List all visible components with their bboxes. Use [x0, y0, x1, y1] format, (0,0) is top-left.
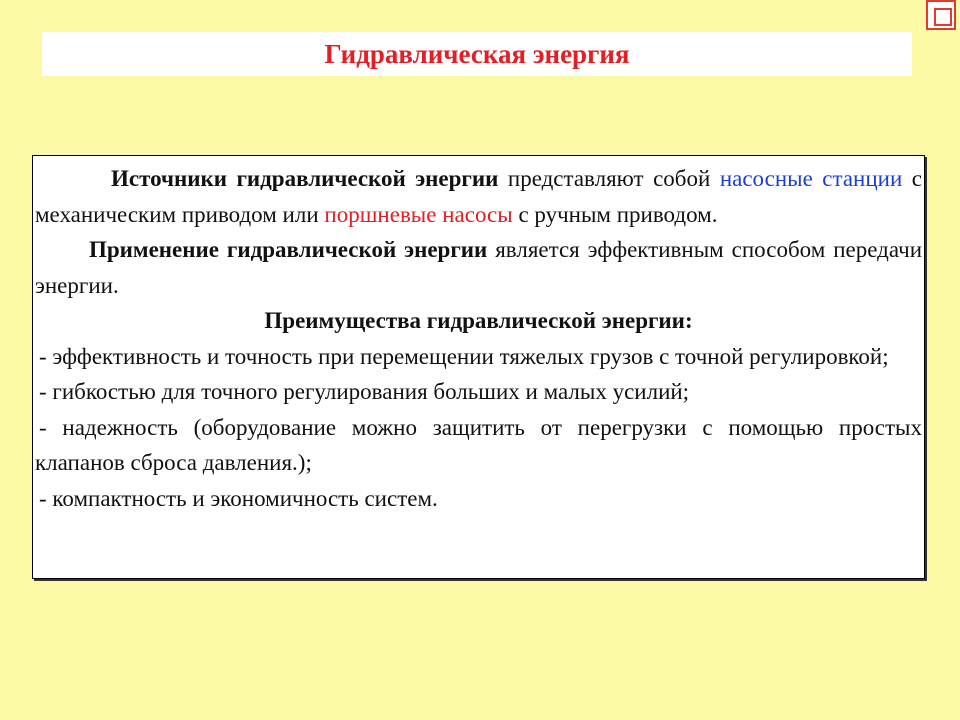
- sources-text-3: с ручным приводом.: [512, 201, 718, 227]
- corner-box-inner: [934, 8, 952, 26]
- advantage-item-efficiency: - эффективность и точность при перемещении тяжелых грузов с точной регулировкой;: [39, 343, 889, 369]
- sources-text-2: с механическим приводом или: [35, 166, 922, 227]
- advantage-item-flexibility: - гибкостью для точного регулирования больших и малых усилий;: [39, 379, 690, 404]
- piston-pumps-term: поршневые насосы: [324, 201, 513, 227]
- sources-text-1: представляют собой: [498, 166, 720, 191]
- sources-term: Источники гидравлической энергии: [111, 166, 499, 191]
- advantages-heading: Преимущества гидравлической энергии:: [264, 308, 693, 333]
- pump-stations-term: насосные станции: [719, 166, 903, 191]
- paragraph-application: [35, 232, 922, 303]
- slide-title: Гидравлическая энергия: [324, 38, 630, 69]
- advantage-item-compactness: - компактность и экономичность систем.: [39, 485, 438, 511]
- advantage-item-reliability: - надежность (оборудование можно защитить от перегрузки с помощью простых клапанов сброса давления.);: [35, 414, 922, 475]
- paragraph-sources: [35, 161, 922, 232]
- application-text: является эффективным способом передачи энергии.: [35, 237, 923, 298]
- corner-box-icon: [926, 0, 956, 30]
- application-term: Применение гидравлической энергии: [89, 237, 488, 262]
- content-box: [32, 155, 925, 579]
- title-bar: [42, 32, 912, 76]
